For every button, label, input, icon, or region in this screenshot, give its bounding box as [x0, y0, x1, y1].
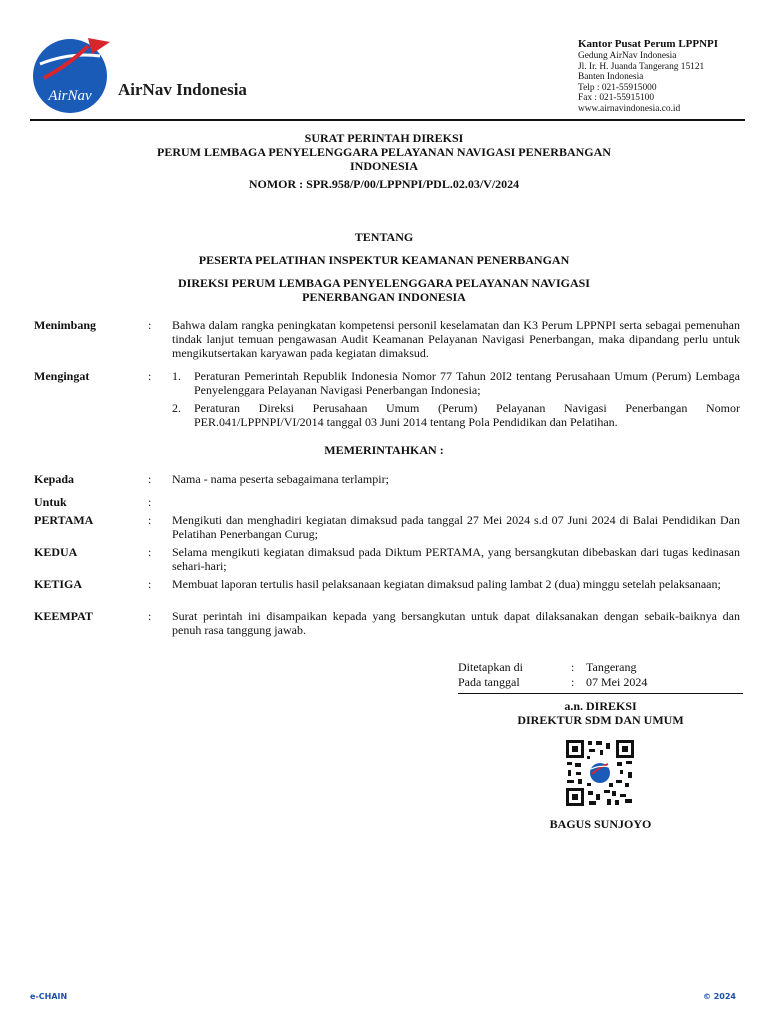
menimbang-label: Menimbang	[34, 318, 97, 332]
kedua-label: KEDUA	[34, 545, 78, 559]
mengingat-item-text: Peraturan Direksi Perusahaan Umum (Perum) Pelayanan Navigasi Penerbangan Nomor PER.041/LPPNPI/VI/2014 tanggal 03 Juni 2014 tentang Pola Pendidikan dan Pelatihan.	[194, 401, 740, 430]
logo-text: AirNav	[48, 88, 92, 104]
doc-title-org-cont: INDONESIA	[349, 159, 418, 173]
kedua-colon: :	[148, 545, 152, 559]
direksi-heading-cont: PENERBANGAN INDONESIA	[302, 290, 466, 304]
kepada-label: Kepada	[34, 472, 75, 486]
office-line: Fax : 021-55915100	[578, 93, 655, 104]
tanggal-label: Pada tanggal	[458, 675, 520, 689]
header-divider	[30, 119, 745, 121]
office-title: Kantor Pusat Perum LPPNPI	[578, 38, 719, 50]
office-line: www.airnavindonesia.co.id	[578, 103, 681, 114]
ketiga-text: Membuat laporan tertulis hasil pelaksanaan kegiatan dimaksud paling lambat 2 (dua) minggu setelah pelaksanaan;	[172, 577, 721, 591]
pertama-label: PERTAMA	[34, 513, 94, 527]
menimbang-colon: :	[148, 318, 152, 332]
menimbang-text: Bahwa dalam rangka peningkatan kompetensi personil keselamatan dan K3 Perum LPPNPI serta sebagai pemenuhan tindak lanjut temuan pengawasan Audit Keamanan Pelayanan Navigasi Penerbangan, maka dipandang perlu untuk mengikutsertakan karyawan pada kegiatan dimaksud.	[172, 318, 740, 361]
tentang-heading: TENTANG	[354, 230, 414, 244]
office-line: Banten Indonesia	[578, 72, 644, 83]
kepada-text: Nama - nama peserta sebagaimana terlampir;	[172, 472, 389, 486]
doc-number: NOMOR : SPR.958/P/00/LPPNPI/PDL.02.03/V/2024	[248, 177, 520, 191]
ketiga-label: KETIGA	[34, 577, 83, 591]
tanggal-value: 07 Mei 2024	[586, 675, 648, 689]
untuk-colon: :	[148, 495, 152, 509]
office-address	[578, 38, 718, 115]
untuk-label: Untuk	[34, 495, 67, 509]
signature-position: DIREKTUR SDM DAN UMUM	[517, 713, 684, 727]
office-line: Telp : 021-55915000	[578, 82, 657, 93]
signature-an: a.n. DIREKSI	[564, 699, 637, 713]
kepada-colon: :	[148, 472, 152, 486]
direksi-heading: DIREKSI PERUM LEMBAGA PENYELENGGARA PELAYANAN NAVIGASI	[178, 276, 590, 290]
office-line: Jl. Ir. H. Juanda Tangerang 15121	[578, 61, 705, 72]
memerintahkan-heading: MEMERINTAHKAN :	[324, 443, 444, 457]
mengingat-item-number: 1.	[172, 369, 181, 383]
footer-echain: e-CHAIN	[30, 992, 68, 1001]
pertama-colon: :	[148, 513, 152, 527]
keempat-text: Surat perintah ini disampaikan kepada yang bersangkutan untuk dapat dilaksanakan dengan sebaik-baiknya dan penuh rasa tanggung jawab.	[172, 609, 740, 638]
ketiga-colon: :	[148, 577, 152, 591]
pertama-text: Mengikuti dan menghadiri kegiatan dimaksud pada tanggal 27 Mei 2024 s.d 07 Juni 2024 di Balai Pendidikan Dan Pelatihan Penerbangan Curug;	[172, 513, 740, 542]
ditetapkan-colon: :	[571, 660, 575, 674]
tanggal-colon: :	[571, 675, 575, 689]
doc-title: SURAT PERINTAH DIREKSI	[304, 131, 464, 145]
mengingat-item-text: Peraturan Pemerintah Republik Indonesia Nomor 77 Tahun 20I2 tentang Perusahaan Umum (Perum) Lembaga Penyelenggara Pelayanan Navigasi Penerbangan Indonesia;	[194, 369, 740, 398]
ditetapkan-value: Tangerang	[586, 660, 637, 674]
office-line: Gedung AirNav Indonesia	[578, 51, 677, 61]
airnav-logo	[30, 34, 114, 114]
mengingat-item-number: 2.	[172, 401, 181, 415]
kedua-text: Selama mengikuti kegiatan dimaksud pada Diktum PERTAMA, yang bersangkutan dibebaskan dari tugas kedinasan sehari-hari;	[172, 545, 740, 574]
mengingat-label: Mengingat	[34, 369, 90, 383]
ditetapkan-label: Ditetapkan di	[458, 660, 523, 674]
keempat-label: KEEMPAT	[34, 609, 93, 623]
doc-subject: PESERTA PELATIHAN INSPEKTUR KEAMANAN PENERBANGAN	[198, 253, 570, 267]
doc-title-org: PERUM LEMBAGA PENYELENGGARA PELAYANAN NAVIGASI PENERBANGAN	[157, 145, 611, 159]
keempat-colon: :	[148, 609, 152, 623]
footer-copyright: © 2024	[702, 992, 736, 1001]
signature-divider	[458, 693, 743, 694]
signatory-name: BAGUS SUNJOYO	[549, 817, 652, 831]
brand-name: AirNav Indonesia	[118, 80, 247, 99]
mengingat-colon: :	[148, 369, 152, 383]
qr-code-signature	[565, 739, 635, 807]
